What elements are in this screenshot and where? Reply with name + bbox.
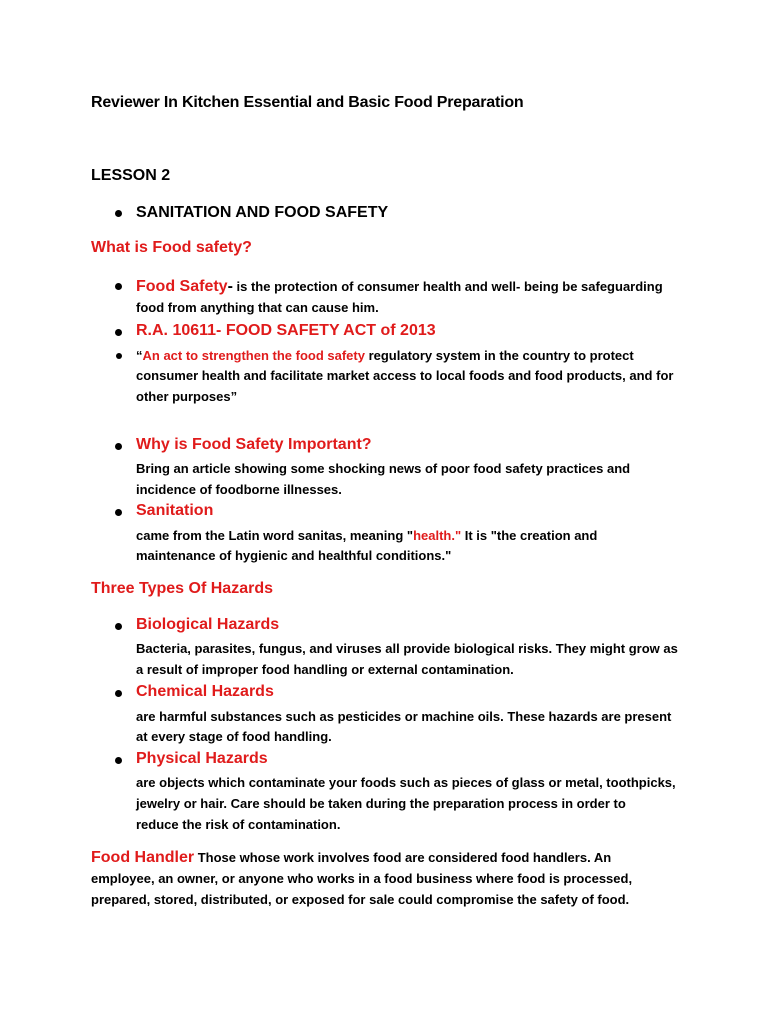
food-safety-def-line2: food from anything that can cause him.	[136, 300, 379, 315]
bullet-icon	[115, 443, 122, 450]
bullet-icon	[115, 757, 122, 764]
document-title: Reviewer In Kitchen Essential and Basic Food Preparation	[91, 94, 524, 111]
physical-line3: reduce the risk of contamination.	[136, 817, 341, 832]
food-safety-term: Food Safety	[136, 278, 228, 295]
sanitation-red-text: health."	[413, 528, 462, 543]
why-line1: Bring an article showing some shocking news of poor food safety practices and	[136, 461, 631, 476]
bullet-icon	[115, 283, 122, 290]
handler-text-line1: Those whose work involves food are considered food handlers. An	[194, 850, 612, 865]
sanitation-line2: maintenance of hygienic and healthful conditions."	[136, 548, 452, 563]
bullet-icon	[115, 623, 122, 630]
quote-line3: other purposes”	[136, 389, 238, 404]
quote-red-text: An act to strengthen the food safety	[142, 348, 365, 363]
food-safety-def-line1: is the protection of consumer health and well- being be safeguarding	[232, 279, 663, 294]
why-heading: Why is Food Safety Important?	[136, 436, 372, 453]
bullet-icon	[115, 210, 122, 217]
quote-line1	[136, 346, 634, 367]
handler-line2: employee, an owner, or anyone who works in a food business where food is processed,	[91, 871, 633, 886]
sanitation-line1	[136, 526, 597, 547]
sanitation-text-a: came from the Latin word sanitas, meaning "	[136, 528, 414, 543]
bullet-icon	[115, 509, 122, 516]
bullet-icon	[115, 329, 122, 336]
chemical-line1: are harmful substances such as pesticides or machine oils. These hazards are present	[136, 709, 672, 724]
lesson-heading: LESSON 2	[91, 167, 171, 184]
handler-line1	[91, 848, 677, 869]
physical-line2: jewelry or hair. Care should be taken during the preparation process in order to	[136, 796, 626, 811]
hazards-heading: Three Types Of Hazards	[91, 580, 273, 597]
handler-line3: prepared, stored, distributed, or exposed for sale could compromise the safety of food.	[91, 892, 630, 907]
physical-heading: Physical Hazards	[136, 750, 268, 767]
what-is-heading: What is Food safety?	[91, 239, 252, 256]
quote-line2: consumer health and facilitate market access to local foods and food products, and for	[136, 368, 674, 383]
topic-heading: SANITATION AND FOOD SAFETY	[136, 204, 389, 221]
food-safety-item	[136, 277, 663, 298]
handler-term: Food Handler	[91, 849, 195, 866]
bullet-icon	[116, 353, 122, 359]
sanitation-text-b: It is "the creation and	[461, 528, 598, 543]
sanitation-heading: Sanitation	[136, 502, 214, 519]
food-safety-dash: -	[227, 278, 233, 295]
physical-line1: are objects which contaminate your foods such as pieces of glass or metal, toothpicks,	[136, 775, 676, 790]
biological-line1: Bacteria, parasites, fungus, and viruses all provide biological risks. They might grow as	[136, 641, 678, 656]
ra-heading: R.A. 10611- FOOD SAFETY ACT of 2013	[136, 322, 436, 339]
quote-open: “	[136, 348, 143, 363]
biological-line2: a result of improper food handling or external contamination.	[136, 662, 514, 677]
chemical-heading: Chemical Hazards	[136, 683, 274, 700]
why-line2: incidence of foodborne illnesses.	[136, 482, 342, 497]
biological-heading: Biological Hazards	[136, 616, 280, 633]
chemical-line2: at every stage of food handling.	[136, 729, 332, 744]
bullet-icon	[115, 690, 122, 697]
quote-rest: regulatory system in the country to protect	[364, 348, 634, 363]
